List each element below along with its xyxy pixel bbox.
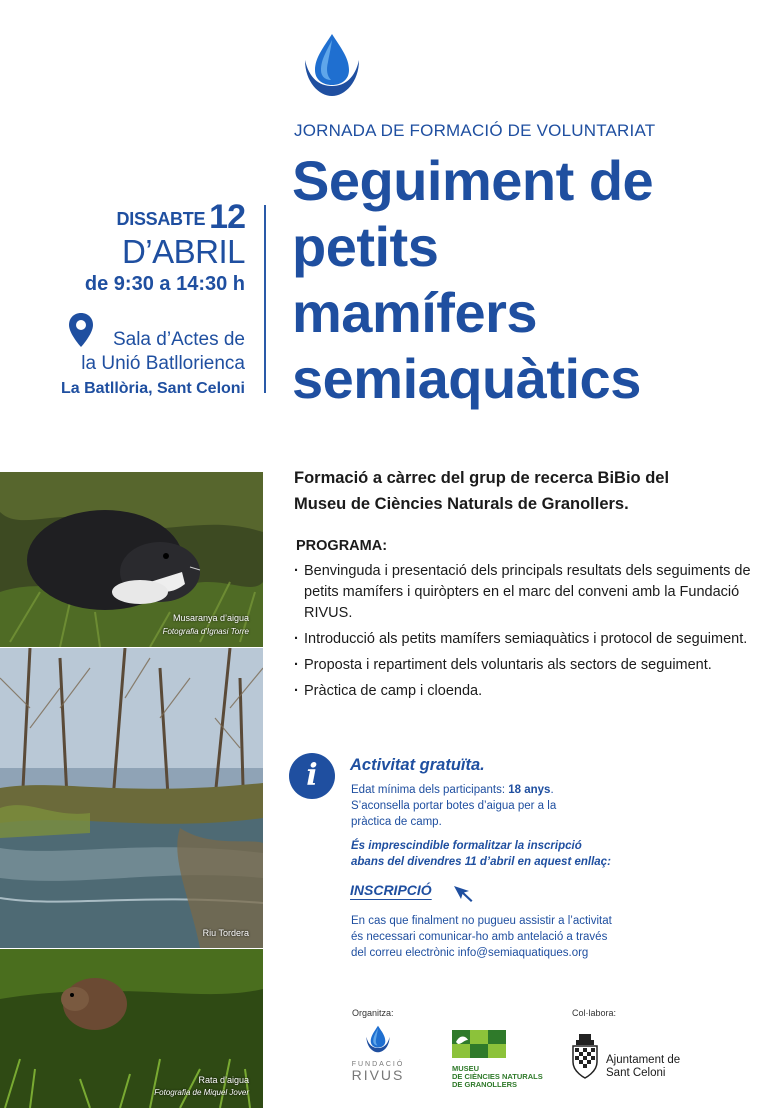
vertical-divider [264,205,266,393]
intro-line-1: Formació a càrrec del grup de recerca BiBio del [294,469,670,487]
title-line: mamífers [292,281,538,344]
coat-of-arms-icon [570,1034,600,1080]
info-text [351,782,681,830]
ajuntament-name: Ajuntament de Sant Celoni [606,1054,681,1079]
date-day: 12 [209,198,245,236]
date-block [40,198,245,296]
photo-caption: Riu Tordera [202,928,249,938]
cancel-text [351,913,671,961]
organizer-label: Organitza: [352,1008,394,1018]
date-weekday: DISSABTE [116,209,206,229]
event-title [292,148,762,412]
free-activity-title: Activitat gratuïta. [350,756,485,774]
event-subtitle: JORNADA DE FORMACIÓ DE VOLUNTARIAT [294,121,656,140]
date-time: de 9:30 a 14:30 h [84,273,245,295]
date-month: D’ABRIL [121,233,245,270]
date-weekday-line [40,198,245,237]
cancel-line-1: En cas que finalment no pugueu assistir a l’activitat [351,915,612,927]
water-drop-icon [362,1024,394,1054]
title-line: semiaquàtics [292,347,641,410]
collaborator-label: Col·labora: [572,1008,617,1018]
list-item: · Introducció als petits mamífers semiaquàtics i protocol de seguiment. [294,629,754,650]
place-line-2: la Unió Batllorienca [81,353,245,374]
cancel-line-2: és necessari comunicar-ho amb antelació a través [351,931,608,943]
deadline-line-1: És imprescindible formalitzar la inscripció [351,840,582,852]
cursor-arrow-icon [452,884,474,904]
list-item: · Proposta i repartiment dels voluntaris als sectors de seguiment. [294,655,754,676]
museu-name: MUSEU DE CIÈNCIES NATURALS DE GRANOLLERS [452,1064,543,1089]
water-drop-logo-icon [297,30,367,100]
title-line: Seguiment de [292,149,654,212]
map-pin-icon [68,312,94,348]
intro-text [294,465,764,517]
list-item: · Benvinguda i presentació dels principals resultats dels seguiments de petits mamífers i quiròpters en el marc del conveni amb la Fundació RIVUS. [294,561,754,624]
list-item: · Pràctica de camp i cloenda. [294,681,754,702]
registration-link[interactable]: INSCRIPCIÓ [350,882,432,898]
photo-water-shrew [0,472,263,647]
museu-granollers-logo [452,1030,552,1089]
photo-caption: Rata d’aigua [198,1075,249,1085]
ajuntament-sant-celoni-logo [570,1034,710,1084]
age-value: 18 anys [508,784,551,796]
photo-caption: Musaranya d’aigua [172,613,249,623]
photo-river-tordera [0,648,263,948]
deadline-line-2: abans del divendres 11 d’abril en aquest enllaç: [351,856,611,868]
place-line-3: La Batllòria, Sant Celoni [60,380,245,397]
boots-line-2: pràctica de camp. [351,816,442,828]
photo-credit: Fotografia d’Ignasi Torre [162,627,249,636]
photo-credit: Fotografia de Miquel Jover [154,1088,249,1097]
title-line: petits [292,215,439,278]
cancel-line-3: del correu electrònic info@semiaquatiques.org [351,947,589,959]
info-icon: i [289,753,335,799]
boots-line-1: S’aconsella portar botes d’aigua per a la [351,800,557,812]
intro-line-2: Museu de Ciències Naturals de Granollers. [294,495,629,513]
age-line: Edat mínima dels participants: 18 anys. [351,784,554,796]
programme-list [294,561,754,707]
place-line-1: Sala d’Actes de [112,329,245,350]
rivus-name: RIVUS [351,1067,405,1083]
programme-title: PROGRAMA: [296,538,388,554]
photo-water-vole [0,949,263,1108]
place-block [40,312,245,398]
rivus-foundation-logo [344,1024,412,1088]
deadline-text [351,838,671,870]
rivus-foundation-label: FUNDACIÓ [351,1061,405,1068]
museu-grid-icon [452,1030,506,1058]
